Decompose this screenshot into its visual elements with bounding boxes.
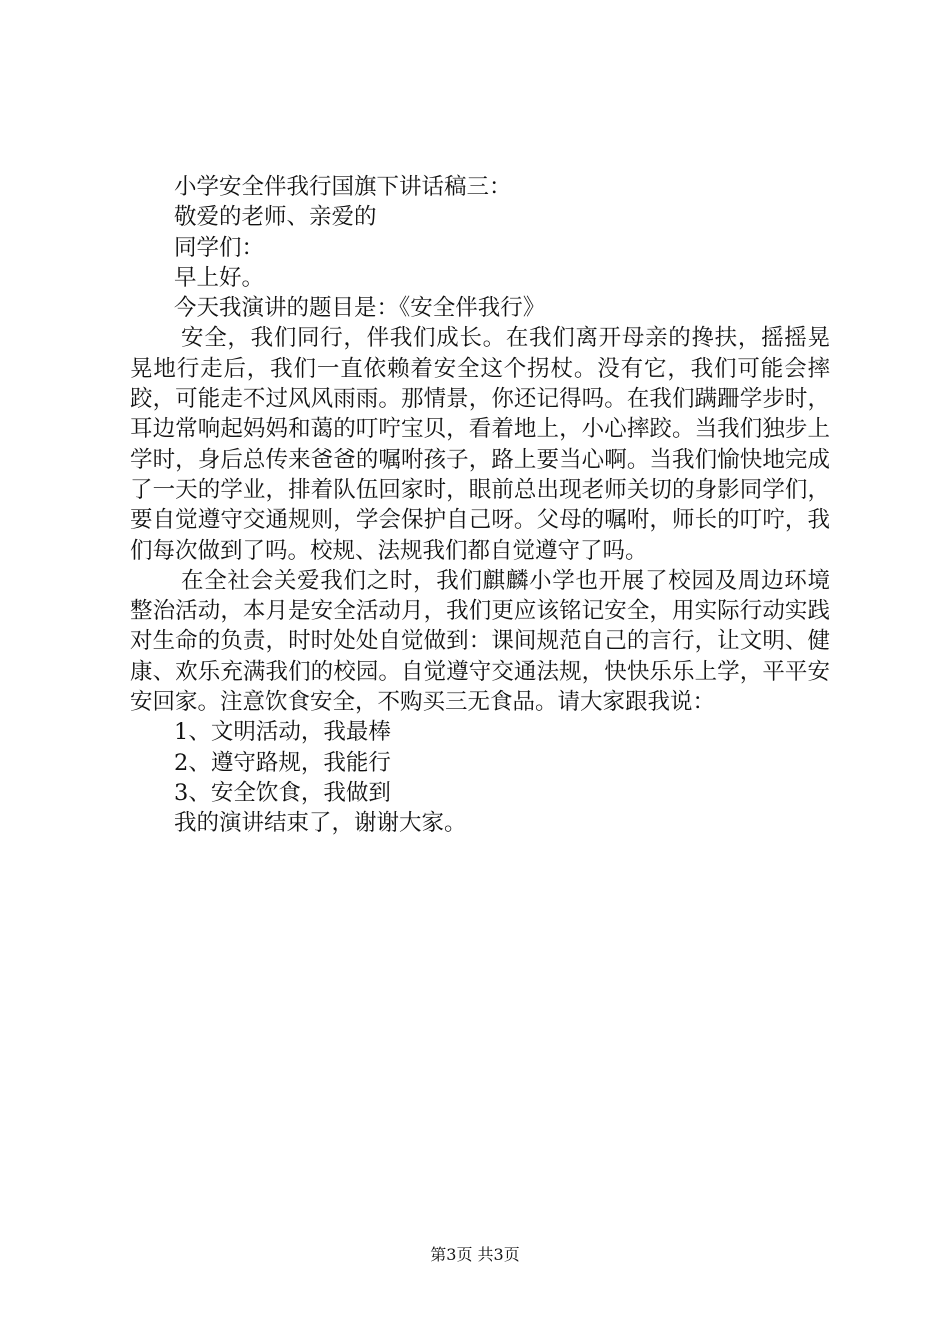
greeting-line-1: 敬爱的老师、亲爱的 — [174, 204, 377, 231]
document-body — [130, 172, 830, 839]
list-item: 1、文明活动，我最棒 — [174, 719, 391, 746]
speech-topic: 今天我演讲的题目是：《安全伴我行》 — [174, 295, 546, 322]
paragraph-2: 在全社会关爱我们之时，我们麒麟小学也开展了校园及周边环境整治活动，本月是安全活动月，我们更应该铭记安全，用实际行动实践对生命的负责，时时处处自觉做到：课间规范自己的言行，让文明、健康、欢乐充满我们的校园。自觉遵守交通法规，快快乐乐上学，平平安安回家。注意饮食安全，不购买三无食品。请大家跟我说： — [130, 567, 830, 716]
closing-line: 我的演讲结束了，谢谢大家。 — [174, 810, 467, 837]
paragraph-1: 安全，我们同行，伴我们成长。在我们离开母亲的搀扶，摇摇晃晃地行走后，我们一直依赖着安全这个拐杖。没有它，我们可能会摔跤，可能走不过风风雨雨。那情景，你还记得吗。在我们蹒跚学步时，耳边常响起妈妈和蔼的叮咛宝贝，看着地上，小心摔跤。当我们独步上学时，身后总传来爸爸的嘱咐孩子，路上要当心啊。当我们愉快地完成了一天的学业，排着队伍回家时，眼前总出现老师关切的身影同学们，要自觉遵守交通规则，学会保护自己呀。父母的嘱咐，师长的叮咛，我们每次做到了吗。校规、法规我们都自觉遵守了吗。 — [130, 325, 830, 564]
list-item: 3、安全饮食，我做到 — [174, 779, 391, 806]
document-title: 小学安全伴我行国旗下讲话稿三： — [174, 174, 512, 200]
greeting-line-2: 同学们： — [174, 234, 265, 261]
greeting-line-3: 早上好。 — [174, 264, 265, 291]
list-item: 2、遵守路规，我能行 — [174, 749, 391, 776]
page-footer: 第3页 共3页 — [430, 1245, 520, 1264]
